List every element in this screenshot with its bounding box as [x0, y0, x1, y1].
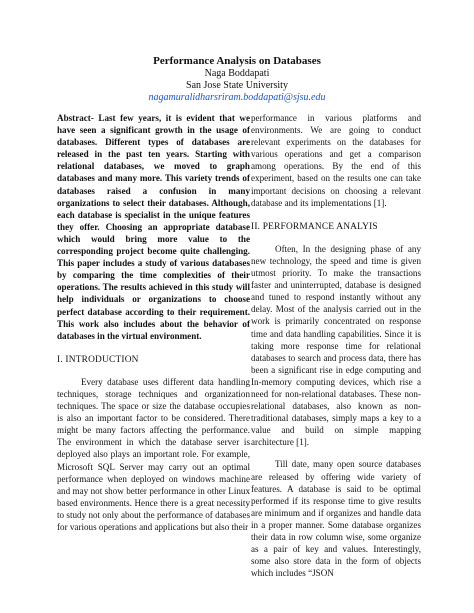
- section-heading-introduction: I. INTRODUCTION: [57, 354, 139, 365]
- author-name: Naga Boddapati: [204, 68, 270, 79]
- performance-paragraph-2: Till date, many open source databases are released by offering wide variety of features. A database is said to be optimal performed if its response time to give results are minimum and if organizes and handle data in a proper manner. Some database organizes their data in row column wise, some organize as a pair of key and values. Interestingly, some also store data in the form of objects which includes “JSON: [251, 459, 421, 579]
- section-heading-performance-analysis: II. PERFORMANCE ANALYIS: [251, 221, 378, 232]
- author-email-link[interactable]: nagamuralidharsriram.boddapati@sjsu.edu: [148, 92, 326, 103]
- performance-paragraph-1: Often, In the designing phase of any new technology, the speed and time is given utmost priority. To make the transactions faster and uninterrupted, database is designed and tuned to respond instantly without any delay. Most of the analysis carried out in the work is primarily concentrated on response time and data handling capabilities. Since it is taking more response time for relational databases to search and process data, there has been a significant rise in edge computing and In-memory computing devices, which rise a need for non-relational databases. These non-relational databases, also known as non-traditional databases, simply maps a key to a value and build on simple mapping architecture [1].: [251, 243, 421, 448]
- paragraph-spacer: [251, 448, 421, 458]
- left-column: [57, 112, 250, 533]
- introduction-paragraph: Every database uses different data handling techniques, storage techniques and organization techniques. The space or size the database occupies is also an important factor to be considered. There might be many factors affecting the performance. The environment in which the database server is deployed also plays an important role. For example, Microsoft SQL Server may carry out an optimal performance when deployed on windows machine and may not show better performance in other Linux based environments. Hence there is a great necessity to study not only about the performance of databases for various operations and applications but also their: [57, 376, 250, 532]
- paper-title: Performance Analysis on Databases: [153, 55, 321, 67]
- author-affiliation: San Jose State University: [186, 80, 288, 91]
- paper-header: [0, 55, 474, 104]
- abstract-paragraph: Abstract- Last few years, it is evident that we have seen a significant growth in the usage of databases. Different types of databases are released in the past ten years. Starting with relational databases, we moved to graph databases and many more. This variety trends of databases raised a confusion in many organizations to select their databases. Although, each database is specialist in the unique features they offer. Choosing an appropriate database which would bring more value to the corresponding project become quite challenging. This paper includes a study of various databases by comparing the time complexities of their operations. The results achieved in this study will help individuals or organizations to choose perfect database according to their requirement. This work also includes about the behavior of databases in the virtual environment.: [57, 113, 250, 341]
- right-column: [251, 112, 421, 579]
- continued-paragraph: performance in various platforms and environments. We are going to conduct relevant experiments on the databases for various operations and get a comparison among operations. By the end of this experiment, based on the results one can take important decisions on choosing a relevant database and its implementations [1].: [251, 113, 421, 208]
